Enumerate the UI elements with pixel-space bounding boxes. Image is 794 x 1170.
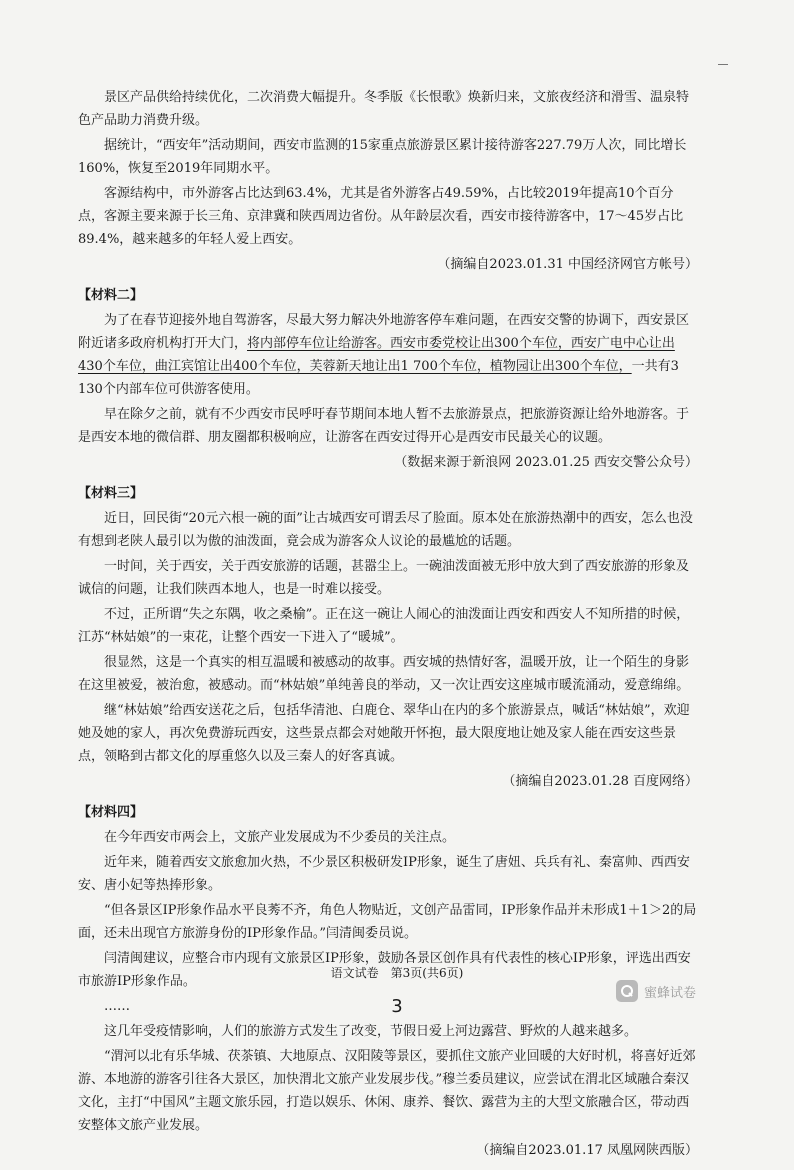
material-four-paragraph: “渭河以北有乐华城、茯茶镇、大地原点、汉阳陵等景区，要抓住文旅产业回暖的大好时机，将喜好近郊游、本地游的游客引往各大景区，加快渭北文旅产业发展步伐。”穆兰委员建议，应尝试在渭北区域融合秦汉文化，主打“中国风”主题文旅乐园，打造以娱乐、休闲、康养、餐饮、露营为主的大型文旅融合区，带动西安整体文旅产业发展。: [78, 1049, 696, 1133]
material-two-paragraph-1: [78, 309, 698, 401]
source-note-1: （摘编自2023.01.31 中国经济网官方帐号）: [437, 257, 698, 272]
page-footer: 语文试卷 第3页(共6页): [330, 966, 464, 980]
material-four-paragraph: 在今年西安市两会上，文旅产业发展成为不少委员的关注点。: [104, 830, 456, 845]
ellipsis: ……: [104, 999, 130, 1014]
material-three-paragraph: 很显然，这是一个真实的相互温暖和被感动的故事。西安城的热情好客，温暖开放，让一个陌生的身影在这里被爱，被治愈，被感动。而“林姑娘”单纯善良的举动，又一次让西安这座城市暖流涌动，爱意绵绵。: [78, 655, 690, 693]
intro-paragraph-2: 据统计，“西安年”活动期间，西安市监测的15家重点旅游景区累计接待游客227.79万人次，同比增长160%，恢复至2019年同期水平。: [78, 138, 687, 176]
material-three-paragraph: 继“林姑娘”给西安送花之后，包括华清池、白鹿仓、翠华山在内的多个旅游景点，喊话“林姑娘”，欢迎她及她的家人，再次免费游玩西安，这些景点都会对她敞开怀抱，最大限度地让她及家人能在西安这些景点，领略到古都文化的厚重悠久以及三秦人的好客真诚。: [78, 703, 690, 764]
corner-mark: [718, 64, 728, 65]
source-note-3: （摘编自2023.01.28 百度网络）: [502, 774, 698, 789]
intro-paragraph-3: 客源结构中，市外游客占比达到63.4%，尤其是省外游客占49.59%，占比较2019年提高10个百分点，客源主要来源于长三角、京津冀和陕西周边省份。从年龄层次看，西安市接待游客中，17～45岁占比89.4%，越来越多的年轻人爱上西安。: [78, 186, 684, 247]
material-four-paragraph: 这几年受疫情影响，人们的旅游方式发生了改变，节假日爱上河边露营、野炊的人越来越多。: [104, 1024, 638, 1039]
material-three-paragraph: 不过，正所谓“失之东隅，收之桑榆”。正在这一碗让人闹心的油泼面让西安和西安人不知所措的时候，江苏“林姑娘”的一束花，让整个西安一下进入了“暖城”。: [78, 607, 690, 645]
watermark: [616, 980, 696, 1002]
watermark-text: 蜜蜂试卷: [644, 985, 697, 1001]
intro-paragraph-1: 景区产品供给持续优化，二次消费大幅提升。冬季版《长恨歌》焕新归来，文旅夜经济和滑雪、温泉特色产品助力消费升级。: [78, 90, 690, 128]
material-two-paragraph-2: 早在除夕之前，就有不少西安市民呼吁春节期间本地人暂不去旅游景点，把旅游资源让给外地游客。于是西安本地的微信群、朋友圈都积极响应，让游客在西安过得开心是西安市民最关心的议题。: [78, 407, 690, 445]
material-three-paragraph: 一时间，关于西安，关于西安旅游的话题，甚嚣尘上。一碗油泼面被无形中放大到了西安旅游的形象及诚信的问题，让我们陕西本地人，也是一时难以接受。: [78, 559, 690, 597]
honeybee-logo-icon: [616, 980, 638, 1002]
material-four-paragraph: 近年来，随着西安文旅愈加火热，不少景区积极研发IP形象，诞生了唐妞、兵兵有礼、秦富帅、西西安安、唐小妃等热捧形象。: [78, 855, 690, 893]
material-four-paragraph: 闫清闽建议，应整合市内现有文旅景区IP形象，鼓励各景区创作具有代表性的核心IP形象，评选出西安市旅游IP形象作品。: [78, 951, 691, 989]
material-four-paragraph: “但各景区IP形象作品水平良莠不齐，角色人物贴近，文创产品雷同，IP形象作品并未形成1＋1＞2的局面，还未出现官方旅游身份的IP形象作品。”闫清闽委员说。: [78, 903, 697, 941]
m2-p1-underlined: 将内部停车位让给游客。西安市委党校让出300个车位，西安广电中心让出430个车位，曲江宾馆让出400个车位，芙蓉新天地让出1 700个车位，植物园让出300个车位，: [78, 336, 675, 374]
m2-p1-end: 一共有3 130个内部车位可供游客使用。: [78, 359, 679, 397]
material-three-heading: 【材料三】: [78, 486, 144, 501]
source-note-4: （摘编自2023.01.17 凤凰网陕西版）: [476, 1143, 698, 1158]
material-four-heading: 【材料四】: [78, 805, 144, 820]
material-two-heading: 【材料二】: [78, 288, 144, 303]
source-note-2: （数据来源于新浪网 2023.01.25 西安交警公众号）: [394, 455, 698, 470]
page-number: 3: [391, 996, 403, 1017]
material-three-paragraph: 近日，回民街“20元六根一碗的面”让古城西安可谓丢尽了脸面。原本处在旅游热潮中的西安，怎么也没有想到老陕人最引以为傲的油泼面，竟会成为游客众人议论的最尴尬的话题。: [78, 511, 693, 549]
m2-p1-start: 为了在春节迎接外地自驾游客，尽最大努力解决外地游客停车难问题，在西安交警的协调下，西安景区附近诸多政府机构打开大门，: [78, 313, 690, 351]
